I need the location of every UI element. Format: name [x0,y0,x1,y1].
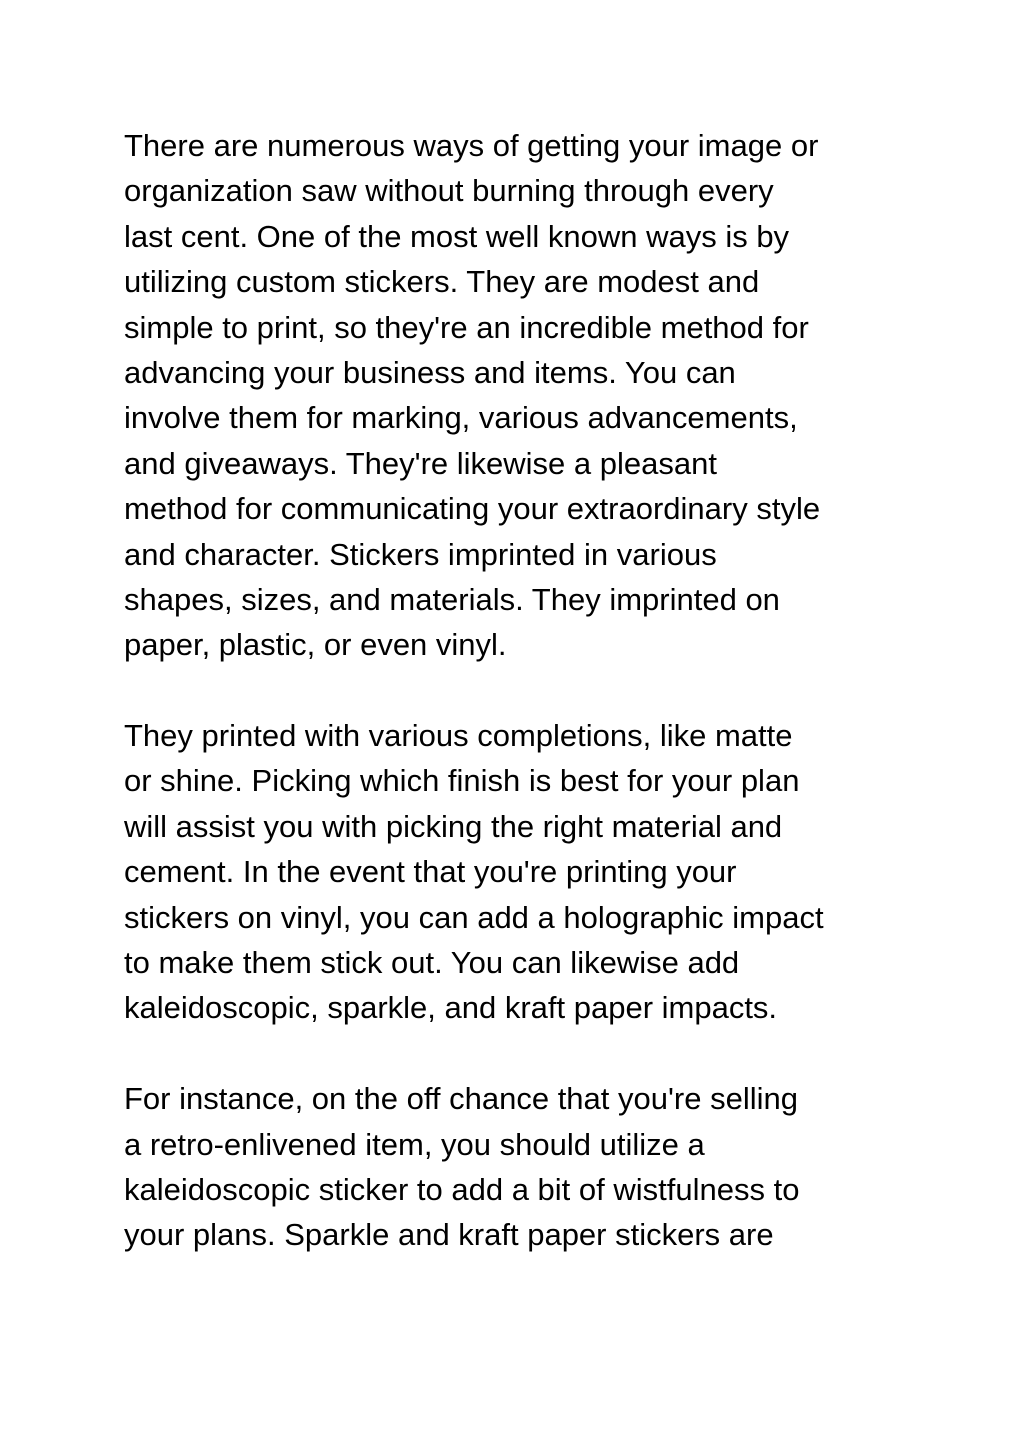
text-line: shapes, sizes, and materials. They imprinted on [124,581,780,617]
text-line: paper, plastic, or even vinyl. [124,627,507,663]
text-line: They printed with various completions, like matte [124,718,793,754]
text-line: kaleidoscopic, sparkle, and kraft paper impacts. [124,990,778,1026]
text-line: organization saw without burning through every [124,173,774,209]
text-line: or shine. Picking which finish is best for your plan [124,763,800,799]
text-line: to make them stick out. You can likewise add [124,945,740,981]
paragraph-1 [124,123,924,668]
text-line: stickers on vinyl, you can add a holographic impact [124,899,824,935]
text-line: kaleidoscopic sticker to add a bit of wistfulness to [124,1171,800,1207]
text-line: last cent. One of the most well known ways is by [124,218,790,254]
paragraph-3 [124,1076,924,1258]
text-line: simple to print, so they're an incredible method for [124,309,809,345]
paragraph-2 [124,713,924,1031]
text-line: method for communicating your extraordinary style [124,491,821,527]
text-line: There are numerous ways of getting your image or [124,128,819,163]
text-line: cement. In the event that you're printing your [124,854,737,890]
text-line: involve them for marking, various advancements, [124,400,798,436]
text-line: a retro-enlivened item, you should utilize a [124,1126,705,1162]
text-line: advancing your business and items. You can [124,354,736,390]
text-line: utilizing custom stickers. They are modest and [124,264,760,300]
text-line: For instance, on the off chance that you're selling [124,1081,798,1117]
text-line: your plans. Sparkle and kraft paper stickers are [124,1217,774,1253]
body-text [124,123,924,1258]
text-line: and giveaways. They're likewise a pleasant [124,445,717,481]
text-line: will assist you with picking the right material and [124,808,783,844]
text-line: and character. Stickers imprinted in various [124,536,717,572]
